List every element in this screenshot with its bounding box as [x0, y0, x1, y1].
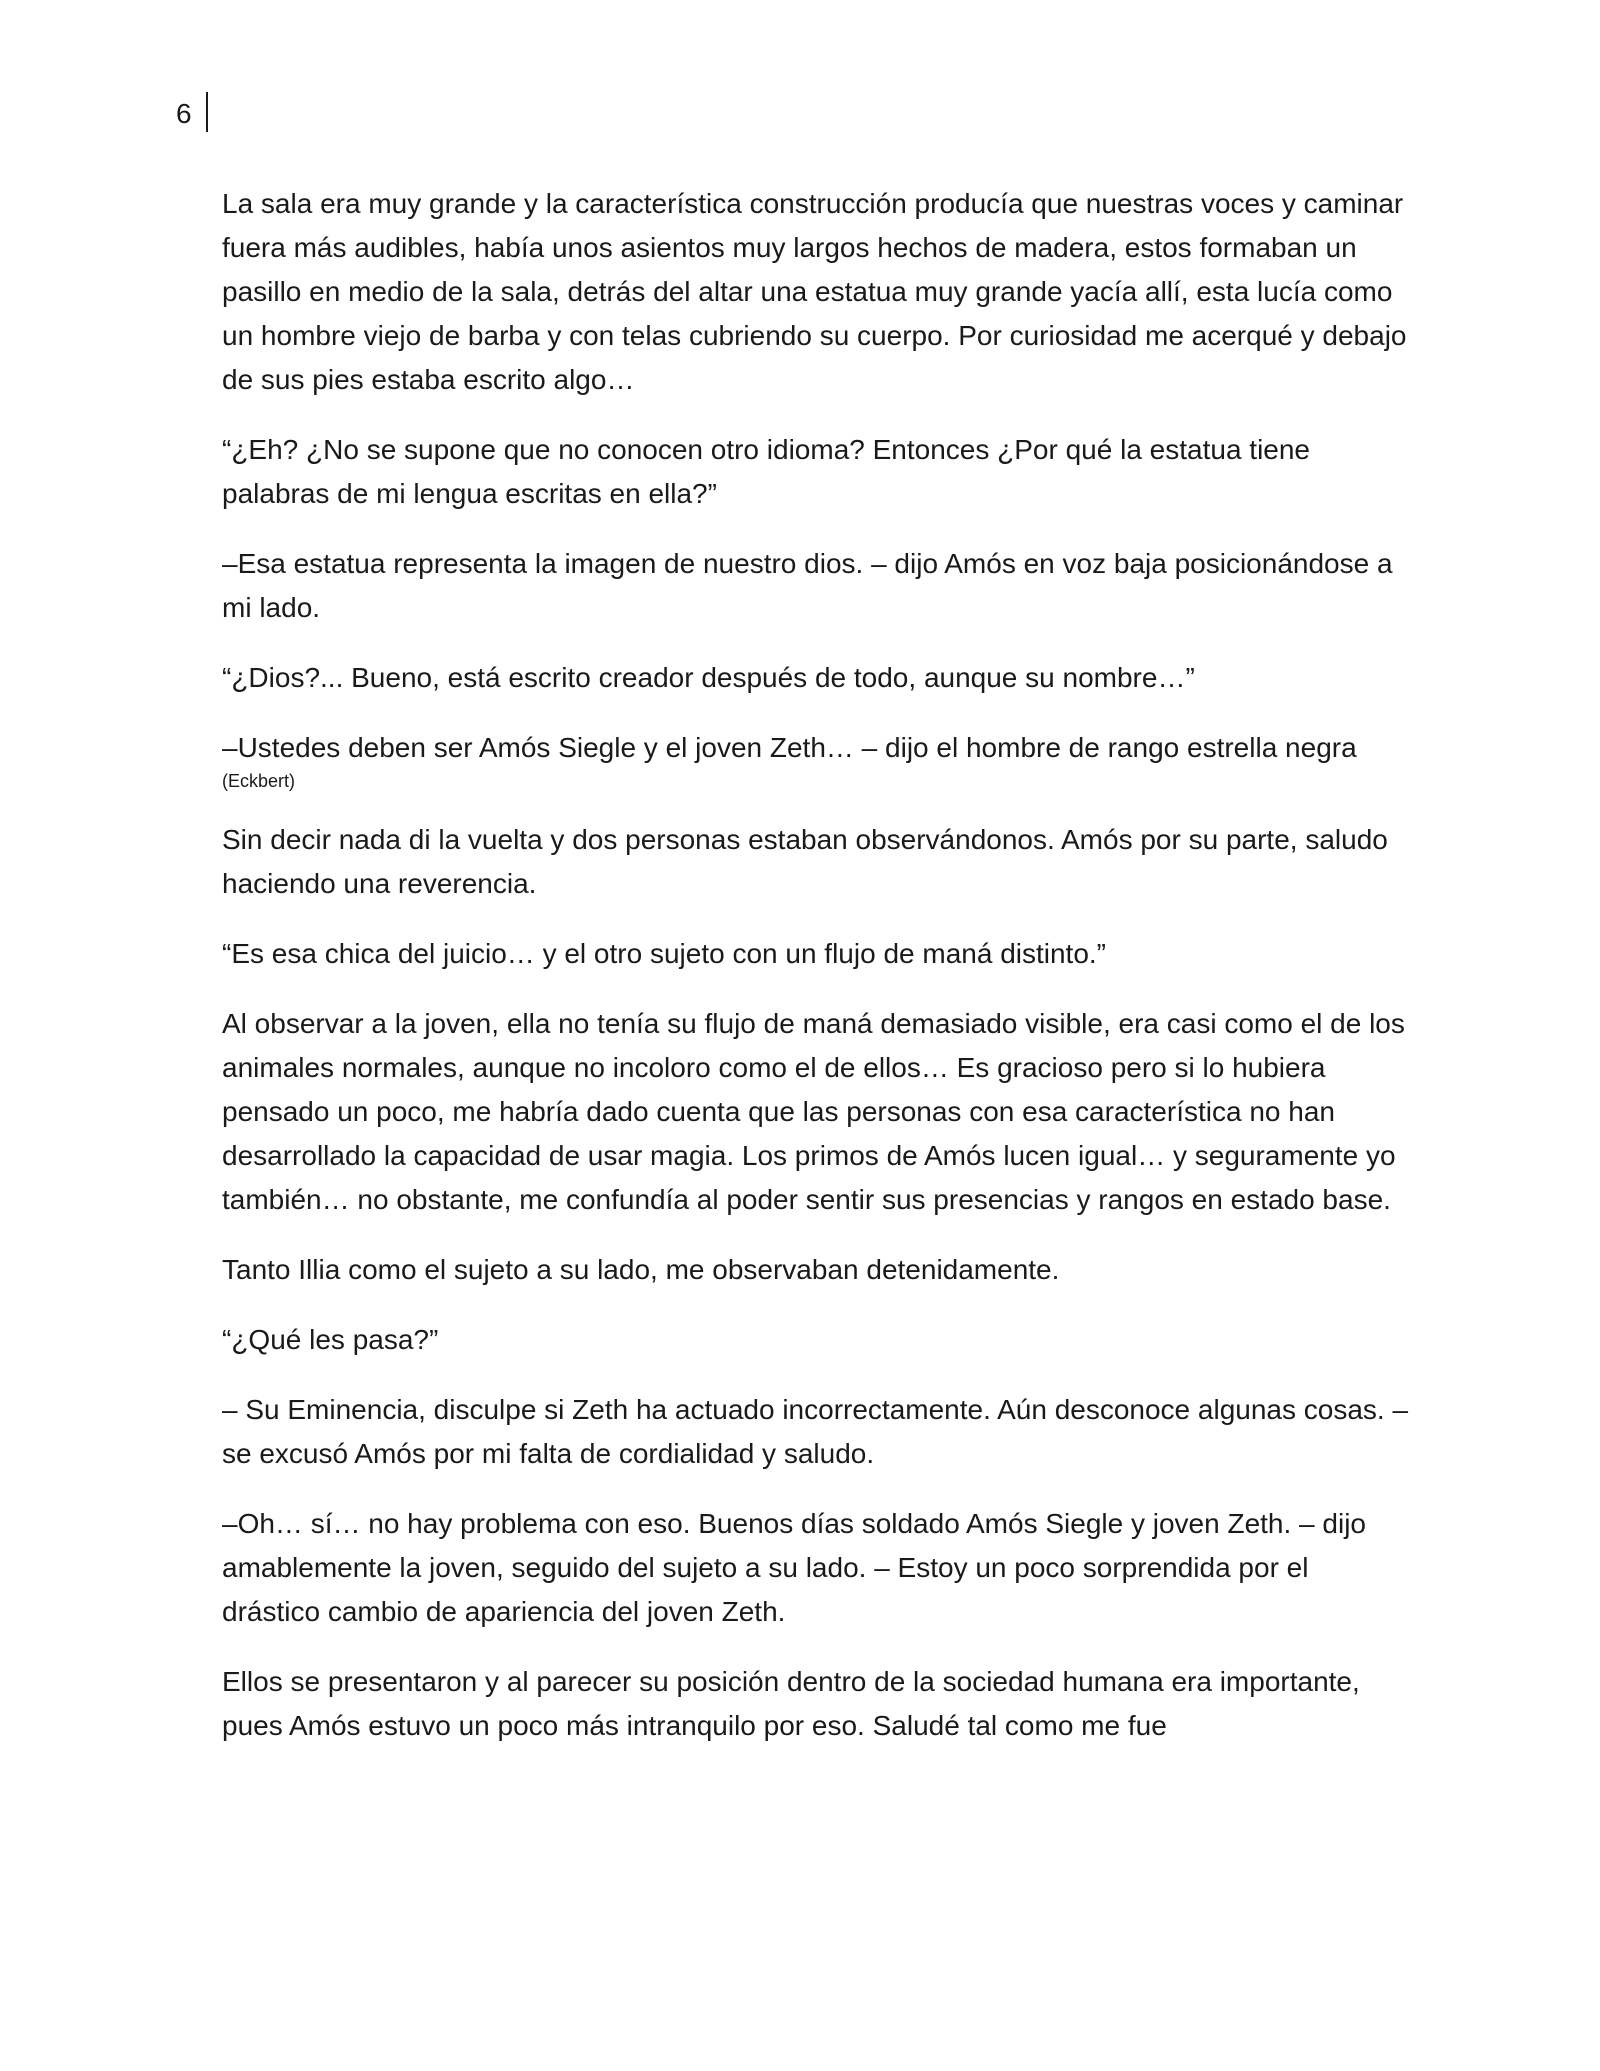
paragraph: – Su Eminencia, disculpe si Zeth ha actuado incorrectamente. Aún desconoce algunas cosas. – se excusó Amós por mi falta de cordialidad y saludo. [222, 1394, 1409, 1469]
paragraph: –Esa estatua representa la imagen de nuestro dios. – dijo Amós en voz baja posicionándose a mi lado. [222, 548, 1393, 623]
paragraph: “Es esa chica del juicio… y el otro sujeto con un flujo de maná distinto.” [222, 938, 1107, 969]
paragraph: “¿Eh? ¿No se supone que no conocen otro idioma? Entonces ¿Por qué la estatua tiene palabras de mi lengua escritas en ella?” [222, 434, 1311, 509]
paragraph: Ellos se presentaron y al parecer su posición dentro de la sociedad humana era importante, pues Amós estuvo un poco más intranquilo por eso. Saludé tal como me fue [222, 1666, 1360, 1741]
paragraph: Tanto Illia como el sujeto a su lado, me observaban detenidamente. [222, 1254, 1060, 1285]
page-number: 6 [176, 98, 192, 129]
body-text [222, 182, 1412, 1774]
paragraph: –Oh… sí… no hay problema con eso. Buenos días soldado Amós Siegle y joven Zeth. – dijo amablemente la joven, seguido del sujeto a su lado. – Estoy un poco sorprendida por el drástico cambio de apariencia del joven Zeth. [222, 1508, 1366, 1627]
page-number-divider [206, 92, 208, 132]
paragraph: La sala era muy grande y la característica construcción producía que nuestras voces y caminar fuera más audibles, había unos asientos muy largos hechos de madera, estos formaban un pasillo en medio de la sala, detrás del altar una estatua muy grande yacía allí, esta lucía como un hombre viejo de barba y con telas cubriendo su cuerpo. Por curiosidad me acerqué y debajo de sus pies estaba escrito algo… [222, 188, 1407, 395]
paragraph: –Ustedes deben ser Amós Siegle y el joven Zeth… – dijo el hombre de rango estrella negra [222, 732, 1357, 763]
paragraph: Sin decir nada di la vuelta y dos personas estaban observándonos. Amós por su parte, saludo haciendo una reverencia. [222, 824, 1388, 899]
paragraph: Al observar a la joven, ella no tenía su flujo de maná demasiado visible, era casi como el de los animales normales, aunque no incoloro como el de ellos… Es gracioso pero si lo hubiera pensado un poco, me habría dado cuenta que las personas con esa característica no han desarrollado la capacidad de usar magia. Los primos de Amós lucen igual… y seguramente yo también… no obstante, me confundía al poder sentir sus presencias y rangos en estado base. [222, 1008, 1405, 1215]
paragraph: “¿Dios?... Bueno, está escrito creador después de todo, aunque su nombre…” [222, 662, 1195, 693]
speaker-note: (Eckbert) [222, 771, 296, 791]
paragraph: “¿Qué les pasa?” [222, 1324, 439, 1355]
